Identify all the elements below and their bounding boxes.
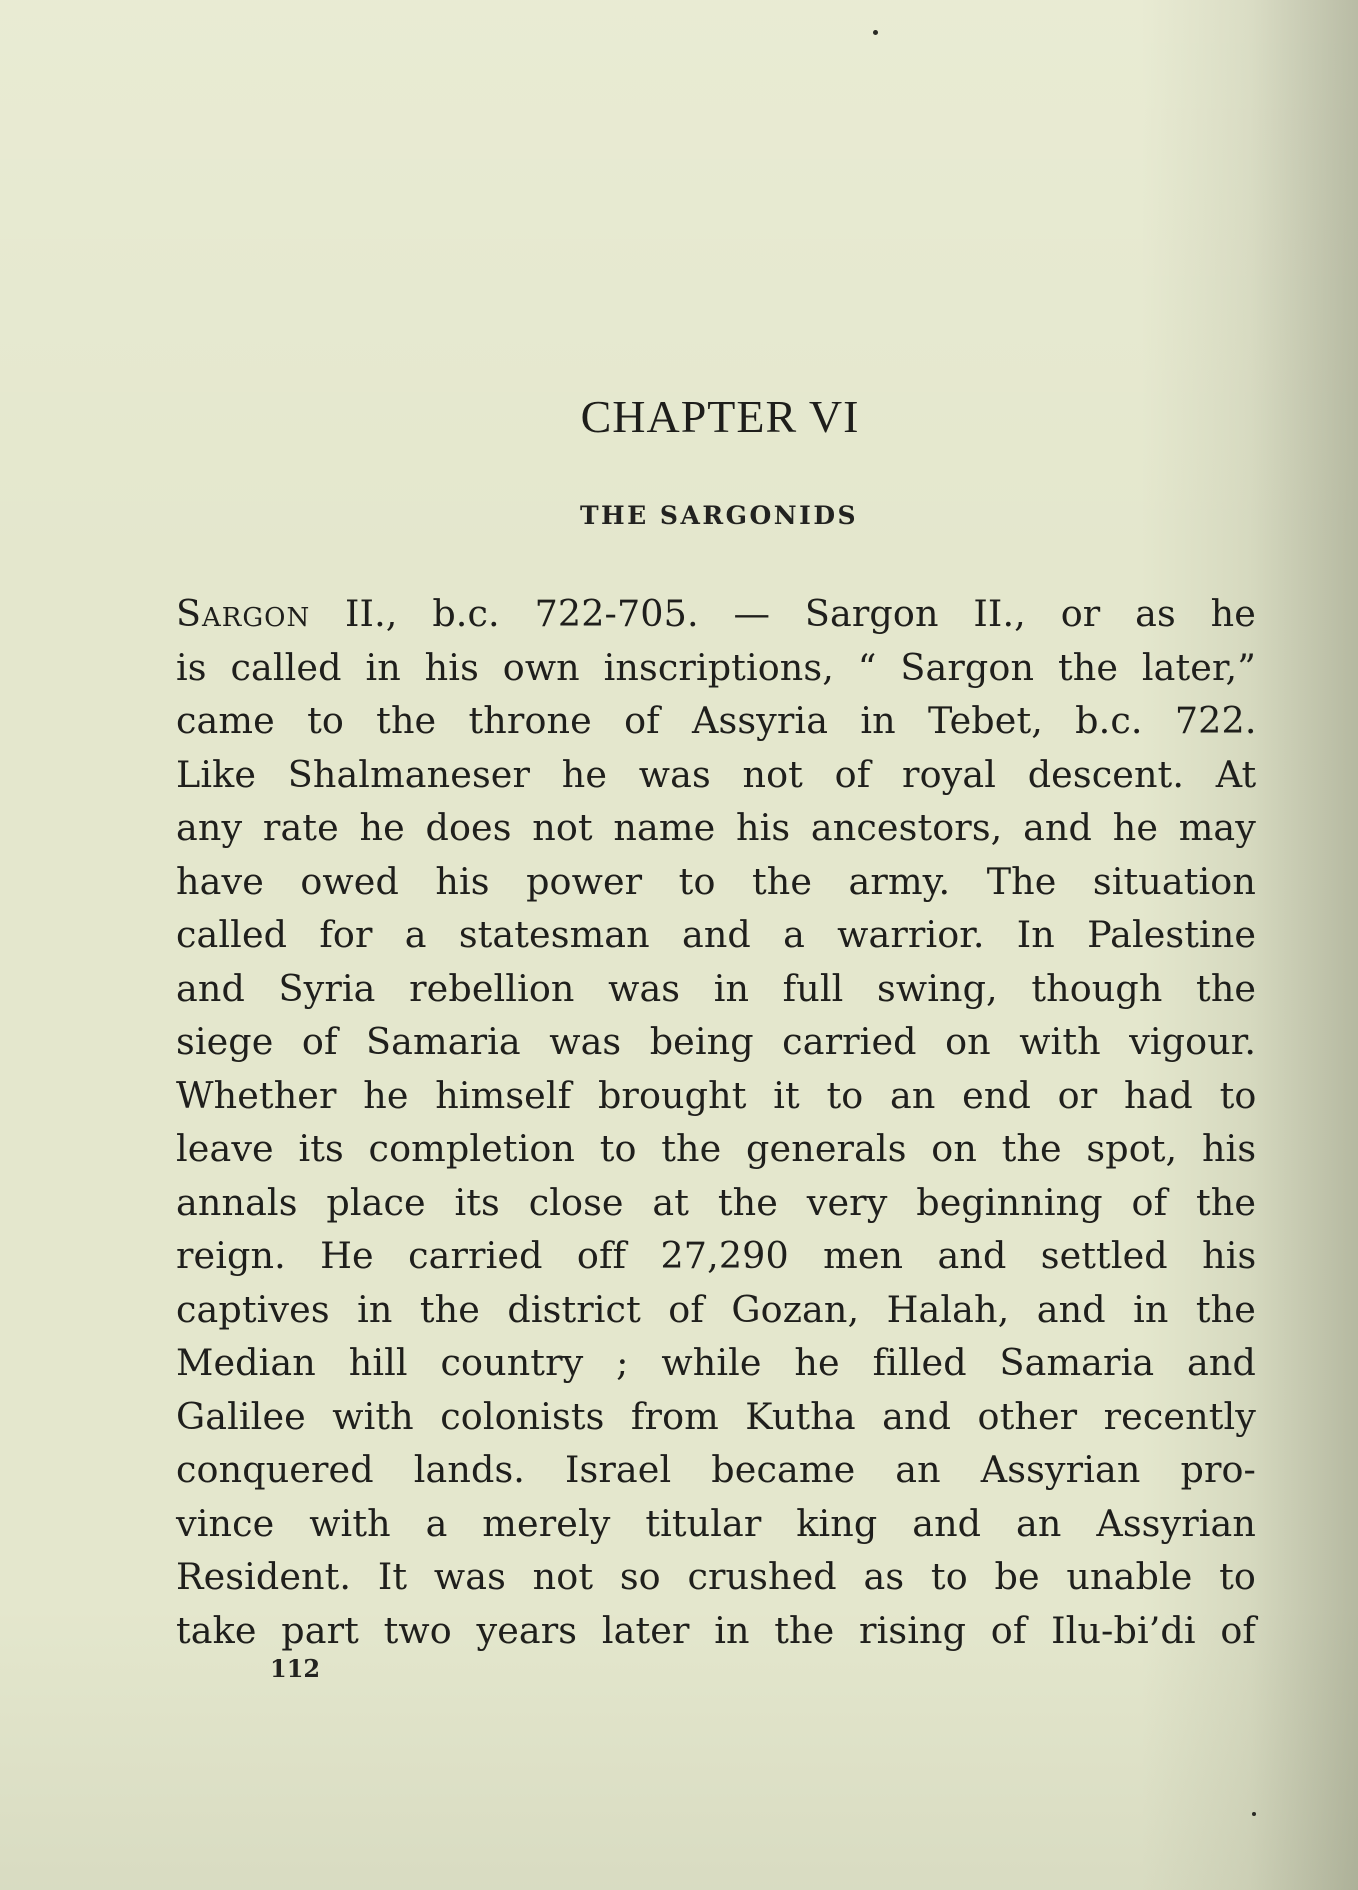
text-line: and Syria rebellion was in full swing, though the [176,966,1257,1010]
text-line: captives in the district of Gozan, Halah, and in the [176,1287,1256,1331]
paragraph-lead: Sargon [176,592,311,635]
text-line: Like Shalmaneser he was not of royal descent. At [176,752,1257,796]
ink-speck [873,30,878,35]
text-line: Resident. It was not so crushed as to be unable to [176,1555,1256,1598]
text-line: Whether he himself brought it to an end or had to [176,1073,1257,1117]
text-line: any rate he does not name his ancestors, and he may [176,806,1257,849]
text-line: vince with a merely titular king and an Assyrian [176,1501,1256,1545]
ink-speck [1252,1812,1256,1816]
text-line: have owed his power to the army. The situation [176,859,1256,903]
text-line: conquered lands. Israel became an Assyrian pro- [176,1448,1256,1491]
text-line-rest: II., b.c. 722-705. — Sargon II., or as he [310,592,1256,635]
text-line: leave its completion to the generals on the spot, his [176,1127,1257,1170]
text-line: reign. He carried off 27,290 men and settled his [176,1234,1257,1277]
text-line: Median hill country ; while he filled Samaria and [176,1341,1256,1384]
text-line: take part two years later in the rising of Ilu-bi’di of [176,1608,1257,1652]
text-line [176,587,1256,641]
text-line: is called in his own inscriptions, “ Sargon the later,” [176,645,1256,689]
body-paragraph [176,587,1256,1657]
chapter-heading: CHAPTER VI [580,391,860,442]
text-line: annals place its close at the very beginning of the [176,1180,1257,1224]
page-number: 112 [270,1654,321,1683]
chapter-subtitle: THE SARGONIDS [579,501,859,530]
text-line: came to the throne of Assyria in Tebet, b.c. 722. [176,699,1257,742]
text-line: siege of Samaria was being carried on with vigour. [176,1020,1257,1063]
text-line: Galilee with colonists from Kutha and other recently [176,1394,1256,1438]
text-line: called for a statesman and a warrior. In Palestine [176,913,1257,956]
